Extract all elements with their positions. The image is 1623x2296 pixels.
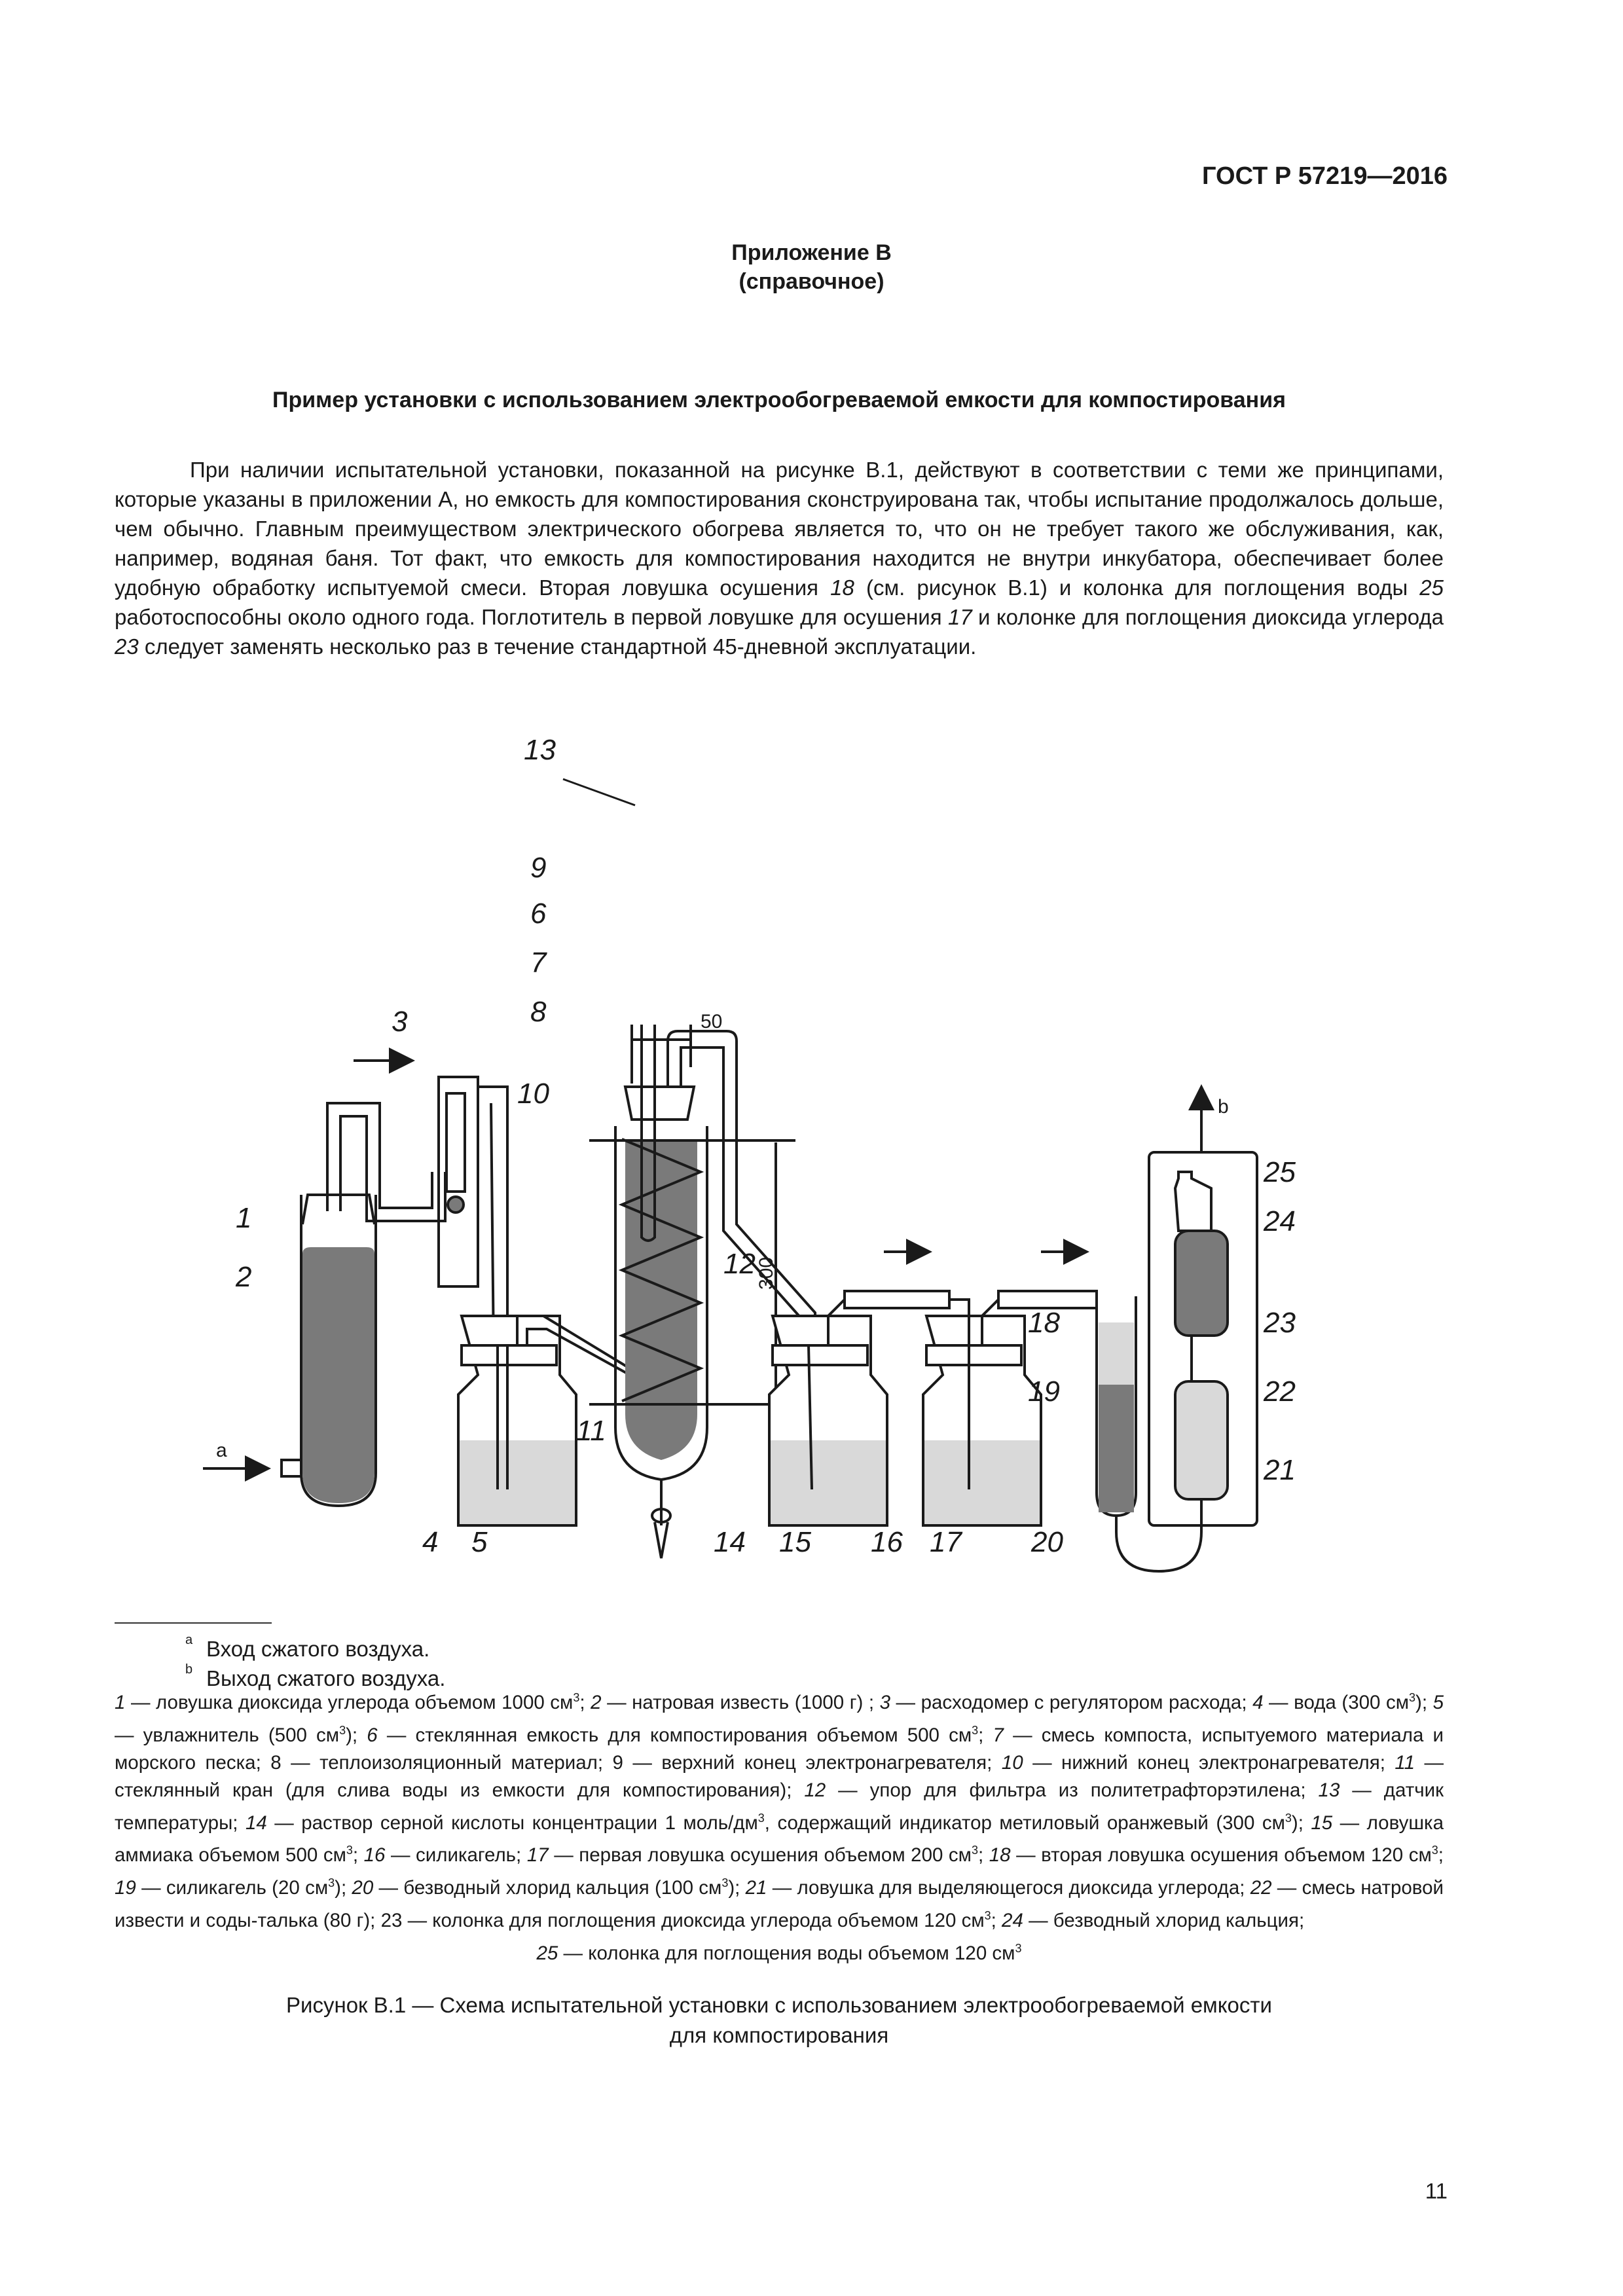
label-7: 7 (530, 947, 547, 979)
label-14: 14 (714, 1526, 746, 1558)
footnote-b: b Выход сжатого воздуха. (185, 1662, 446, 1690)
label-4: 4 (422, 1526, 439, 1558)
label-9: 9 (530, 852, 547, 884)
label-13: 13 (524, 734, 556, 766)
label-15: 15 (779, 1526, 811, 1558)
label-10: 10 (517, 1078, 549, 1110)
section-title: Пример установки с использованием электрообогреваемой емкости для компостирования (272, 388, 1286, 412)
dimension-50: 50 (701, 1011, 723, 1032)
page-number: 11 (1425, 2179, 1448, 2203)
air-out-mark: b (1218, 1096, 1229, 1118)
label-2: 2 (236, 1261, 252, 1293)
label-19: 19 (1028, 1376, 1060, 1408)
standard-number: ГОСТ Р 57219—2016 (1202, 162, 1448, 190)
soda-lime-fill (302, 1247, 374, 1503)
label-25: 25 (1264, 1156, 1296, 1188)
label-22: 22 (1264, 1376, 1296, 1408)
label-8: 8 (530, 996, 547, 1028)
label-11: 11 (576, 1415, 606, 1447)
label-24: 24 (1264, 1205, 1296, 1237)
water-absorption-column (1175, 1231, 1228, 1336)
co2-absorption-column (1175, 1381, 1228, 1499)
label-17: 17 (930, 1526, 962, 1558)
label-6: 6 (530, 898, 547, 930)
appendix-subtitle: (справочное) (739, 269, 884, 294)
label-5: 5 (471, 1526, 488, 1558)
dimension-300: 300 (756, 1256, 777, 1290)
body-paragraph: При наличии испытательной установки, показанной на рисунке В.1, действуют в соответствии с теми же принципами, которые указаны в приложении А, но емкость для компостирования сконструирована так, чтобы испытание продолжалось дольше, чем обычно. Главным преимуществом электрического обогрева является то, что он не требует такого же обслуживания, как, например, водяная баня. Тот факт, что емкость для компостирования находится не внутри инкубатора, обеспечивает более удобную обработку испытуемой смеси. Вторая ловушка осушения 18 (см. рисунок В.1) и колонка для поглощения воды 25 работоспособны около одного года. Поглотитель в первой ловушке для осушения 17 и колонке для поглощения диоксида углерода 23 следует заменять несколько раз в течение стандартной 45-дневной эксплуатации. (115, 458, 1444, 659)
air-in-mark: a (216, 1440, 227, 1461)
figure-caption: Рисунок В.1 — Схема испытательной установки с использованием электрообогреваемой емкости для компостирования (286, 1993, 1272, 2047)
figure-legend: 1 — ловушка диоксида углерода объемом 1000 $см^3$; 2 — натровая известь (1000 г) ; 3 — расходомер с регулятором расхода; 4 — вода (300 $см^3$); 5 — увлажнитель (500 $см^3$); 6 — стеклянная емкость для компостирования объемом 500 $см^3$; 7 — смесь компоста, испытуемого материала и морского песка; 8 — теплоизоляционный материал; 9 — верхний конец электронагревателя; 10 — нижний конец электронагревателя; 11 — стеклянный кран (для слива воды из емкости для компостирования); 12 — упор для фильтра из политетрафторэтилена; 13 — датчик температуры; 14 — раствор серной кислоты концентрации 1 моль/$дм^3$, содержащий индикатор метиловый оранжевый (300 $см^3$); 15 — ловушка аммиака объемом 500 $см^3$; 16 — силикагель; 17 — первая ловушка осушения объемом 200 $см^3$; 18 — вторая ловушка осушения объемом 120 $см^3$; 19 — силикагель (20 $см^3$); 20 — безводный хлорид кальция (100 $см^3$); 21 — ловушка для выделяющегося диоксида углерода; 22 — смесь натровой извести и соды-талька (80 г); 23 — колонка для поглощения диоксида углерода объемом 120 $см^3$; 24 — безводный хлорид кальция; 25 — колонка для поглощения воды объемом 120 $см^3$ (115, 1691, 1444, 1964)
apparatus-diagram (0, 720, 1623, 1591)
label-12: 12 (723, 1248, 756, 1280)
label-16: 16 (871, 1526, 903, 1558)
appendix-title: Приложение В (731, 240, 892, 265)
water-fill (460, 1440, 575, 1524)
label-23: 23 (1264, 1307, 1296, 1339)
label-18: 18 (1028, 1307, 1060, 1339)
footnote-separator (115, 1622, 272, 1624)
label-21: 21 (1264, 1454, 1296, 1486)
footnote-a: a Вход сжатого воздуха. (185, 1633, 430, 1661)
label-1: 1 (236, 1202, 252, 1234)
label-20: 20 (1031, 1526, 1063, 1558)
label-3: 3 (392, 1006, 408, 1038)
